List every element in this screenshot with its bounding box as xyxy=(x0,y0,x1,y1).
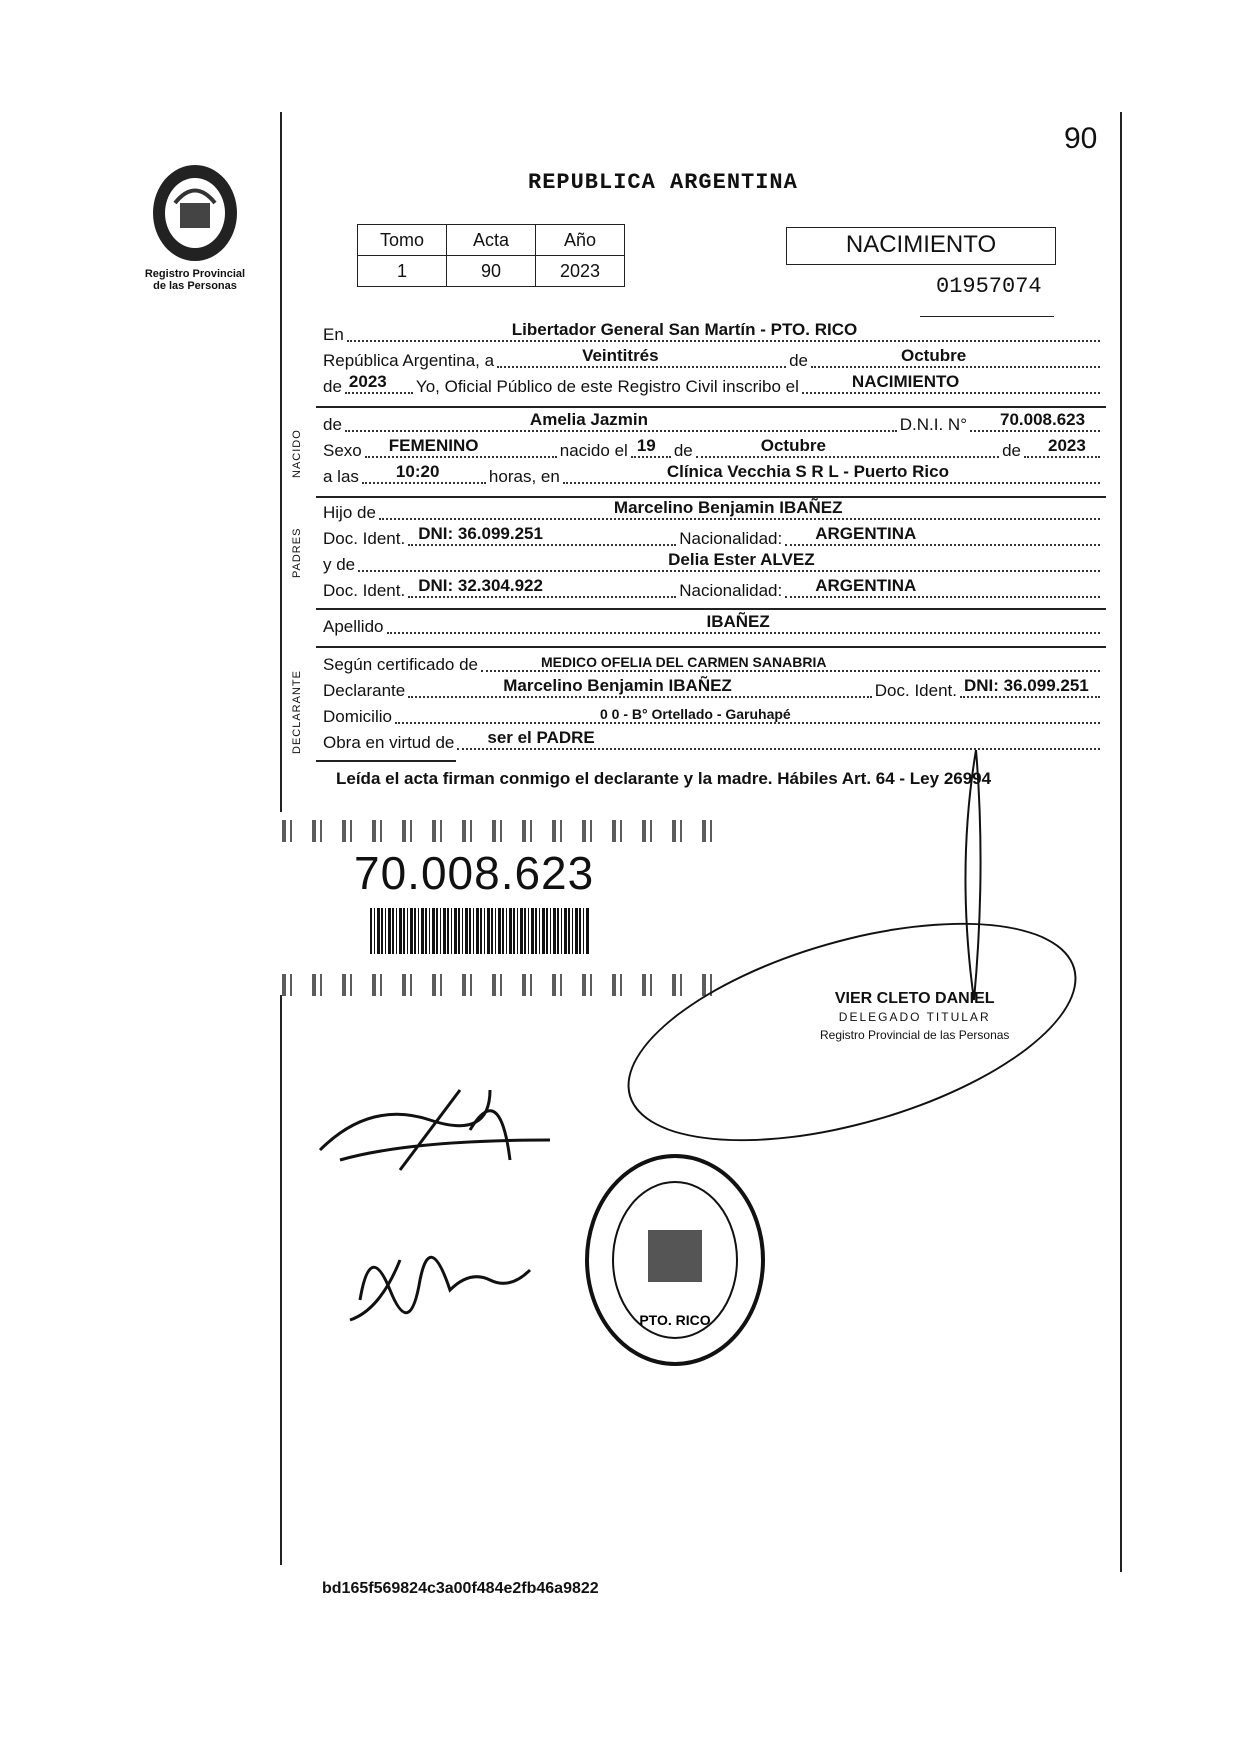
anio-dots xyxy=(345,372,413,394)
page-title: REPUBLICA ARGENTINA xyxy=(528,170,798,195)
lugar-value: Clínica Vecchia S R L - Puerto Rico xyxy=(666,462,949,481)
stamp-name: VIER CLETO DANIEL xyxy=(834,990,995,1007)
domicilio-dots xyxy=(395,702,1100,724)
row-fecha xyxy=(323,348,1103,374)
nacido-label: nacido el xyxy=(559,441,628,460)
row-domicilio xyxy=(323,704,1103,730)
alas-label: a las xyxy=(323,467,359,486)
inscribo-text: Yo, Oficial Público de este Registro Civil inscribo el xyxy=(415,377,799,396)
dni-label: D.N.I. N° xyxy=(899,415,967,434)
madre-nac-dots xyxy=(785,576,1100,598)
declarante-value: Marcelino Benjamin IBAÑEZ xyxy=(503,676,732,695)
padre-value: Marcelino Benjamin IBAÑEZ xyxy=(613,498,843,517)
value-acta: 90 xyxy=(447,256,536,287)
row-madre xyxy=(323,552,1103,578)
separator-5 xyxy=(316,760,456,762)
mes-value: Octubre xyxy=(901,346,967,365)
sexo-dots xyxy=(365,436,557,458)
svg-text:PTO. RICO: PTO. RICO xyxy=(639,1312,711,1328)
row-declarante xyxy=(323,678,1103,704)
yde-label: y de xyxy=(323,555,356,574)
padre-nac-label: Nacionalidad: xyxy=(679,529,783,548)
dni-dots xyxy=(970,410,1100,432)
padre-nac-dots xyxy=(785,524,1100,546)
en-dots xyxy=(347,320,1100,342)
obra-label: Obra en virtud de xyxy=(323,733,455,752)
logo-caption-line2: de las Personas xyxy=(153,280,237,292)
stamp-office: Registro Provincial de las Personas xyxy=(820,1028,1010,1042)
barcode xyxy=(370,908,590,954)
row-padre xyxy=(323,500,1103,526)
left-margin-line xyxy=(280,112,282,812)
en-value: Libertador General San Martín - PTO. RICO xyxy=(511,320,858,339)
logo-caption-line1: Registro Provincial xyxy=(144,268,246,280)
padre-dots xyxy=(379,498,1100,520)
pen-stroke xyxy=(956,750,996,1010)
value-anio: 2023 xyxy=(536,256,625,287)
row-nombre xyxy=(323,412,1103,438)
hijo-label: Hijo de xyxy=(323,503,376,522)
left-margin-line-lower xyxy=(280,995,282,1565)
anio-value: 2023 xyxy=(348,372,387,391)
padre-doc: DNI: 36.099.251 xyxy=(418,524,543,543)
madre-dots xyxy=(358,550,1100,572)
republica-label: República Argentina, a xyxy=(323,351,495,370)
horas-label: horas, en xyxy=(488,467,560,486)
provincial-logo xyxy=(140,158,250,268)
page-number: 90 xyxy=(1064,122,1098,155)
obra-dots xyxy=(457,728,1100,750)
declarante-label: Declarante xyxy=(323,681,406,700)
row-hora xyxy=(323,464,1103,490)
de-label-year: de xyxy=(323,377,342,396)
row-madre-doc xyxy=(323,578,1103,604)
hora-value: 10:20 xyxy=(395,462,440,481)
section-nacido: NACIDO xyxy=(291,429,303,478)
serial-underline xyxy=(920,316,1054,317)
stamp-band-bottom xyxy=(282,974,722,996)
closing-note: Leída el acta firman conmigo el declarante y la madre. Hábiles Art. 64 - Ley 26994 xyxy=(336,769,992,788)
domicilio-label: Domicilio xyxy=(323,707,392,726)
dia-value: Veintitrés xyxy=(582,346,659,365)
mes-dots xyxy=(811,346,1100,368)
madre-doc: DNI: 32.304.922 xyxy=(418,576,543,595)
value-tomo: 1 xyxy=(358,256,447,287)
header-tomo: Tomo xyxy=(358,225,447,256)
nacido-dia-dots xyxy=(631,436,671,458)
sexo-value: FEMENINO xyxy=(388,436,479,455)
separator-3 xyxy=(316,608,1106,610)
nombre-dots xyxy=(345,410,897,432)
apellido-value: IBAÑEZ xyxy=(706,612,770,631)
obra-value: ser el PADRE xyxy=(487,728,595,747)
registry-table xyxy=(357,224,625,287)
hora-dots xyxy=(362,462,486,484)
madre-doc-label: Doc. Ident. xyxy=(323,581,406,600)
separator-4 xyxy=(316,646,1106,648)
row-apellido xyxy=(323,614,1103,640)
padre-nac: ARGENTINA xyxy=(815,524,917,543)
row-inscribo xyxy=(323,374,1103,400)
serial-number: 01957074 xyxy=(936,274,1042,299)
row-en xyxy=(323,322,1103,348)
declarante-dots xyxy=(408,676,872,698)
de-label3: de xyxy=(1002,441,1021,460)
nacido-dia: 19 xyxy=(636,436,656,455)
header-acta: Acta xyxy=(447,225,536,256)
inscribo-dots xyxy=(802,372,1100,394)
nombre-label: de xyxy=(323,415,342,434)
madre-nac: ARGENTINA xyxy=(815,576,917,595)
section-padres: PADRES xyxy=(291,527,303,578)
de-label: de xyxy=(789,351,808,370)
padre-doc-label: Doc. Ident. xyxy=(323,529,406,548)
madre-nac-label: Nacionalidad: xyxy=(679,581,783,600)
document-hash: bd165f569824c3a00f484e2fb46a9822 xyxy=(322,1580,599,1597)
padre-doc-dots xyxy=(408,524,676,546)
segun-value: MEDICO OFELIA DEL CARMEN SANABRIA xyxy=(541,654,827,670)
decl-doc-value: DNI: 36.099.251 xyxy=(964,676,1089,695)
lugar-dots xyxy=(563,462,1100,484)
stamp-role: DELEGADO TITULAR xyxy=(838,1010,991,1024)
header-anio: Año xyxy=(536,225,625,256)
inscribo-value: NACIMIENTO xyxy=(851,372,960,391)
dni-value: 70.008.623 xyxy=(1000,410,1086,429)
nombre-value: Amelia Jazmin xyxy=(529,410,649,429)
en-label: En xyxy=(323,325,344,344)
segun-dots xyxy=(481,650,1100,672)
apellido-label: Apellido xyxy=(323,617,384,636)
madre-doc-dots xyxy=(408,576,676,598)
nacido-anio: 2023 xyxy=(1048,436,1086,455)
round-seal xyxy=(580,1150,770,1370)
apellido-dots xyxy=(387,612,1101,634)
decl-doc-dots xyxy=(960,676,1100,698)
separator-1 xyxy=(316,406,1106,408)
dia-dots xyxy=(497,346,786,368)
signature-lower xyxy=(340,1220,540,1335)
nacido-mes-dots xyxy=(696,436,999,458)
decl-doc-label: Doc. Ident. xyxy=(874,681,957,700)
segun-label: Según certificado de xyxy=(323,655,478,674)
stamp-band-top xyxy=(282,820,722,842)
madre-value: Delia Ester ALVEZ xyxy=(668,550,815,569)
row-padre-doc xyxy=(323,526,1103,552)
logo-caption xyxy=(120,268,270,292)
sexo-label: Sexo xyxy=(323,441,362,460)
domicilio-value: 0 0 - B° Ortellado - Garuhapé xyxy=(599,706,791,722)
right-margin-line xyxy=(1120,112,1122,1572)
nacido-anio-dots xyxy=(1024,436,1100,458)
signature-upper xyxy=(310,1070,560,1185)
dni-big-number: 70.008.623 xyxy=(354,847,595,899)
row-segun xyxy=(323,652,1103,678)
nacido-mes: Octubre xyxy=(760,436,826,455)
de-label2: de xyxy=(673,441,693,460)
act-type-box: NACIMIENTO xyxy=(786,227,1056,265)
row-sexo xyxy=(323,438,1103,464)
section-declarante: DECLARANTE xyxy=(291,670,303,754)
